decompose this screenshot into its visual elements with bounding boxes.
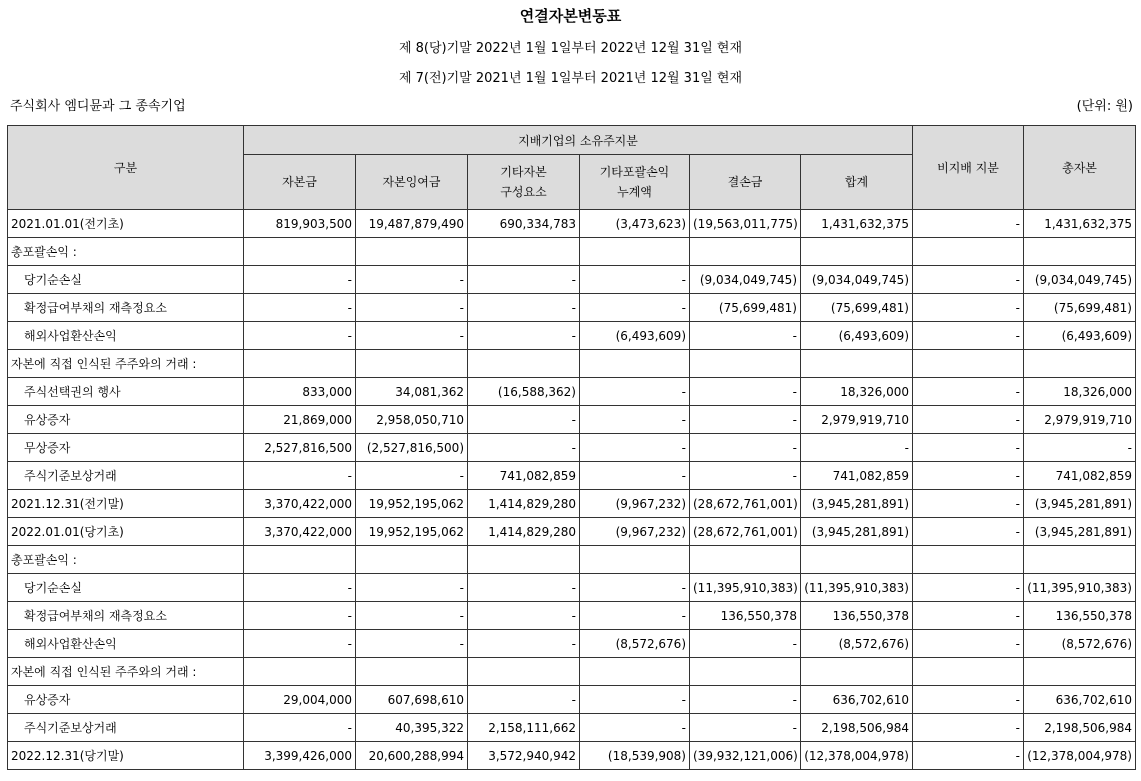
table-cell: 1,431,632,375	[801, 210, 913, 238]
current-period: 제 8(당)기말 2022년 1월 1일부터 2022년 12월 31일 현재	[398, 41, 743, 56]
row-label: 자본에 직접 인식된 주주와의 거래 :	[8, 658, 244, 686]
row-label: 주식기준보상거래	[8, 714, 244, 742]
table-cell	[1024, 658, 1136, 686]
table-cell: -	[356, 574, 468, 602]
table-cell	[356, 658, 468, 686]
table-cell	[468, 546, 580, 574]
table-cell: 3,370,422,000	[244, 518, 356, 546]
table-cell: -	[690, 378, 801, 406]
table-cell: (28,672,761,001)	[690, 518, 801, 546]
row-label: 자본에 직접 인식된 주주와의 거래 :	[8, 350, 244, 378]
table-cell: -	[580, 434, 690, 462]
table-cell: 29,004,000	[244, 686, 356, 714]
table-cell	[913, 350, 1024, 378]
header-parent-equity: 지배기업의 소유주지분	[244, 126, 913, 155]
row-label: 확정급여부채의 재측정요소	[8, 294, 244, 322]
company-name: 주식회사 엠디뮨과 그 종속기업	[10, 99, 186, 114]
table-cell: 2,527,816,500	[244, 434, 356, 462]
table-cell	[801, 350, 913, 378]
table-cell: -	[690, 406, 801, 434]
table-cell: -	[356, 630, 468, 658]
row-label: 2021.01.01(전기초)	[8, 210, 244, 238]
table-cell: (75,699,481)	[1024, 294, 1136, 322]
table-cell: (16,588,362)	[468, 378, 580, 406]
table-cell: 741,082,859	[801, 462, 913, 490]
table-cell: 1,414,829,280	[468, 490, 580, 518]
table-cell: (18,539,908)	[580, 742, 690, 770]
table-cell: -	[244, 294, 356, 322]
header-subtotal: 합계	[801, 155, 913, 210]
table-cell	[468, 350, 580, 378]
table-cell: (19,563,011,775)	[690, 210, 801, 238]
table-cell: -	[356, 294, 468, 322]
table-cell: -	[468, 266, 580, 294]
table-cell	[801, 546, 913, 574]
table-cell: -	[580, 602, 690, 630]
table-cell: -	[244, 574, 356, 602]
table-cell: (75,699,481)	[801, 294, 913, 322]
statement-title: 연결자본변동표	[519, 7, 622, 25]
table-row	[8, 518, 1136, 546]
table-cell	[244, 546, 356, 574]
table-cell: 136,550,378	[801, 602, 913, 630]
table-row	[8, 266, 1136, 294]
table-cell: (8,572,676)	[801, 630, 913, 658]
table-cell: 20,600,288,994	[356, 742, 468, 770]
table-cell: (3,945,281,891)	[1024, 490, 1136, 518]
header-category: 구분	[8, 126, 244, 210]
row-label: 총포괄손익 :	[8, 546, 244, 574]
table-cell: (9,034,049,745)	[801, 266, 913, 294]
table-cell: (12,378,004,978)	[801, 742, 913, 770]
table-cell: 2,979,919,710	[1024, 406, 1136, 434]
table-cell: 3,399,426,000	[244, 742, 356, 770]
table-cell: (12,378,004,978)	[1024, 742, 1136, 770]
table-cell: 34,081,362	[356, 378, 468, 406]
table-cell: -	[913, 378, 1024, 406]
table-cell: -	[913, 462, 1024, 490]
row-label: 당기순손실	[8, 266, 244, 294]
table-row	[8, 742, 1136, 770]
table-cell	[690, 546, 801, 574]
header-deficit: 결손금	[690, 155, 801, 210]
table-cell: -	[356, 266, 468, 294]
table-cell: 636,702,610	[801, 686, 913, 714]
table-cell: -	[468, 322, 580, 350]
table-cell	[1024, 238, 1136, 266]
table-cell: (9,034,049,745)	[690, 266, 801, 294]
table-cell	[244, 658, 356, 686]
table-cell	[801, 658, 913, 686]
table-cell: -	[913, 518, 1024, 546]
table-cell: (9,034,049,745)	[1024, 266, 1136, 294]
table-cell	[1024, 546, 1136, 574]
table-row	[8, 210, 1136, 238]
table-cell	[580, 238, 690, 266]
table-cell	[468, 238, 580, 266]
table-cell: 40,395,322	[356, 714, 468, 742]
table-cell: (28,672,761,001)	[690, 490, 801, 518]
table-cell: -	[913, 602, 1024, 630]
table-cell: -	[244, 266, 356, 294]
table-cell: (11,395,910,383)	[801, 574, 913, 602]
table-cell: (6,493,609)	[1024, 322, 1136, 350]
table-cell: -	[580, 406, 690, 434]
table-cell: -	[580, 686, 690, 714]
table-cell: -	[468, 602, 580, 630]
table-cell: -	[913, 714, 1024, 742]
row-label: 2022.12.31(당기말)	[8, 742, 244, 770]
table-cell	[244, 350, 356, 378]
table-cell: -	[244, 714, 356, 742]
table-cell: -	[913, 210, 1024, 238]
table-cell	[356, 546, 468, 574]
equity-changes-table	[7, 125, 1136, 770]
row-label: 무상증자	[8, 434, 244, 462]
table-cell: 18,326,000	[1024, 378, 1136, 406]
table-cell: -	[580, 266, 690, 294]
table-cell: -	[913, 686, 1024, 714]
header-other-equity: 기타자본 구성요소	[468, 155, 580, 210]
table-cell: (2,527,816,500)	[356, 434, 468, 462]
table-cell: (3,945,281,891)	[1024, 518, 1136, 546]
table-cell: 19,952,195,062	[356, 490, 468, 518]
table-cell: -	[468, 434, 580, 462]
table-cell: 3,572,940,942	[468, 742, 580, 770]
table-cell: -	[690, 322, 801, 350]
table-row	[8, 574, 1136, 602]
table-cell: -	[356, 602, 468, 630]
row-label: 총포괄손익 :	[8, 238, 244, 266]
table-cell	[244, 238, 356, 266]
table-cell: 833,000	[244, 378, 356, 406]
table-row	[8, 462, 1136, 490]
table-cell: -	[690, 686, 801, 714]
table-cell: -	[356, 462, 468, 490]
table-cell: 136,550,378	[690, 602, 801, 630]
table-cell: (75,699,481)	[690, 294, 801, 322]
table-cell: -	[690, 434, 801, 462]
table-cell: (9,967,232)	[580, 490, 690, 518]
table-cell: 2,958,050,710	[356, 406, 468, 434]
table-cell: 2,158,111,662	[468, 714, 580, 742]
table-cell	[356, 350, 468, 378]
row-label: 2022.01.01(당기초)	[8, 518, 244, 546]
table-cell: -	[468, 686, 580, 714]
table-cell: 19,952,195,062	[356, 518, 468, 546]
table-cell	[690, 238, 801, 266]
row-label: 당기순손실	[8, 574, 244, 602]
table-cell	[356, 238, 468, 266]
table-row	[8, 630, 1136, 658]
table-cell: -	[580, 574, 690, 602]
table-row	[8, 294, 1136, 322]
table-cell: -	[468, 630, 580, 658]
table-cell: 607,698,610	[356, 686, 468, 714]
table-cell: -	[468, 294, 580, 322]
table-cell: -	[690, 714, 801, 742]
table-cell: (6,493,609)	[801, 322, 913, 350]
table-row	[8, 322, 1136, 350]
table-cell	[580, 658, 690, 686]
table-cell	[690, 658, 801, 686]
table-cell: -	[913, 266, 1024, 294]
table-cell: (3,473,623)	[580, 210, 690, 238]
table-cell	[690, 350, 801, 378]
table-cell: -	[913, 742, 1024, 770]
table-cell: 19,487,879,490	[356, 210, 468, 238]
table-cell: -	[690, 462, 801, 490]
table-cell: -	[244, 462, 356, 490]
header-capital-surplus: 자본잉여금	[356, 155, 468, 210]
row-label: 주식선택권의 행사	[8, 378, 244, 406]
table-cell: (3,945,281,891)	[801, 518, 913, 546]
table-row	[8, 434, 1136, 462]
table-cell: -	[468, 406, 580, 434]
table-cell: -	[913, 406, 1024, 434]
unit-label: (단위: 원)	[1076, 99, 1133, 114]
table-cell: -	[690, 630, 801, 658]
table-cell: -	[913, 294, 1024, 322]
table-cell: (8,572,676)	[580, 630, 690, 658]
table-cell: -	[580, 714, 690, 742]
table-cell: 18,326,000	[801, 378, 913, 406]
table-cell: 819,903,500	[244, 210, 356, 238]
table-cell: -	[468, 574, 580, 602]
table-cell: -	[913, 630, 1024, 658]
table-row	[8, 546, 1136, 574]
table-cell: 1,414,829,280	[468, 518, 580, 546]
table-cell: 690,334,783	[468, 210, 580, 238]
table-cell	[468, 658, 580, 686]
row-label: 해외사업환산손익	[8, 322, 244, 350]
table-row	[8, 686, 1136, 714]
row-label: 2021.12.31(전기말)	[8, 490, 244, 518]
table-cell: (11,395,910,383)	[1024, 574, 1136, 602]
table-row	[8, 602, 1136, 630]
table-cell: -	[1024, 434, 1136, 462]
table-row	[8, 350, 1136, 378]
table-cell: -	[913, 574, 1024, 602]
table-cell: 2,198,506,984	[1024, 714, 1136, 742]
table-cell: -	[356, 322, 468, 350]
table-cell: (6,493,609)	[580, 322, 690, 350]
table-cell: (3,945,281,891)	[801, 490, 913, 518]
table-row	[8, 490, 1136, 518]
table-cell: (11,395,910,383)	[690, 574, 801, 602]
table-cell: 21,869,000	[244, 406, 356, 434]
header-aoci: 기타포괄손익 누계액	[580, 155, 690, 210]
table-row	[8, 658, 1136, 686]
table-cell: 741,082,859	[468, 462, 580, 490]
header-total-equity: 총자본	[1024, 126, 1136, 210]
table-cell: -	[580, 294, 690, 322]
table-cell: 2,198,506,984	[801, 714, 913, 742]
header-nci: 비지배 지분	[913, 126, 1024, 210]
table-cell	[913, 546, 1024, 574]
table-cell: 136,550,378	[1024, 602, 1136, 630]
table-cell	[1024, 350, 1136, 378]
table-row	[8, 238, 1136, 266]
table-cell	[913, 238, 1024, 266]
table-cell: -	[913, 322, 1024, 350]
table-cell: 3,370,422,000	[244, 490, 356, 518]
table-cell: (9,967,232)	[580, 518, 690, 546]
table-cell	[580, 546, 690, 574]
table-row	[8, 378, 1136, 406]
table-cell: -	[244, 630, 356, 658]
table-cell: -	[913, 490, 1024, 518]
table-cell: (39,932,121,006)	[690, 742, 801, 770]
header-capital: 자본금	[244, 155, 356, 210]
row-label: 주식기준보상거래	[8, 462, 244, 490]
table-cell: -	[580, 378, 690, 406]
prior-period: 제 7(전)기말 2021년 1월 1일부터 2021년 12월 31일 현재	[398, 71, 743, 86]
table-cell: -	[801, 434, 913, 462]
table-cell	[580, 350, 690, 378]
row-label: 해외사업환산손익	[8, 630, 244, 658]
table-row	[8, 714, 1136, 742]
table-cell: (8,572,676)	[1024, 630, 1136, 658]
table-row	[8, 406, 1136, 434]
table-cell	[913, 658, 1024, 686]
row-label: 유상증자	[8, 406, 244, 434]
row-label: 확정급여부채의 재측정요소	[8, 602, 244, 630]
row-label: 유상증자	[8, 686, 244, 714]
table-cell: 741,082,859	[1024, 462, 1136, 490]
table-cell: 1,431,632,375	[1024, 210, 1136, 238]
table-cell: -	[244, 322, 356, 350]
table-cell: -	[913, 434, 1024, 462]
table-cell: -	[580, 462, 690, 490]
table-cell: 2,979,919,710	[801, 406, 913, 434]
table-cell: -	[244, 602, 356, 630]
table-cell	[801, 238, 913, 266]
table-cell: 636,702,610	[1024, 686, 1136, 714]
